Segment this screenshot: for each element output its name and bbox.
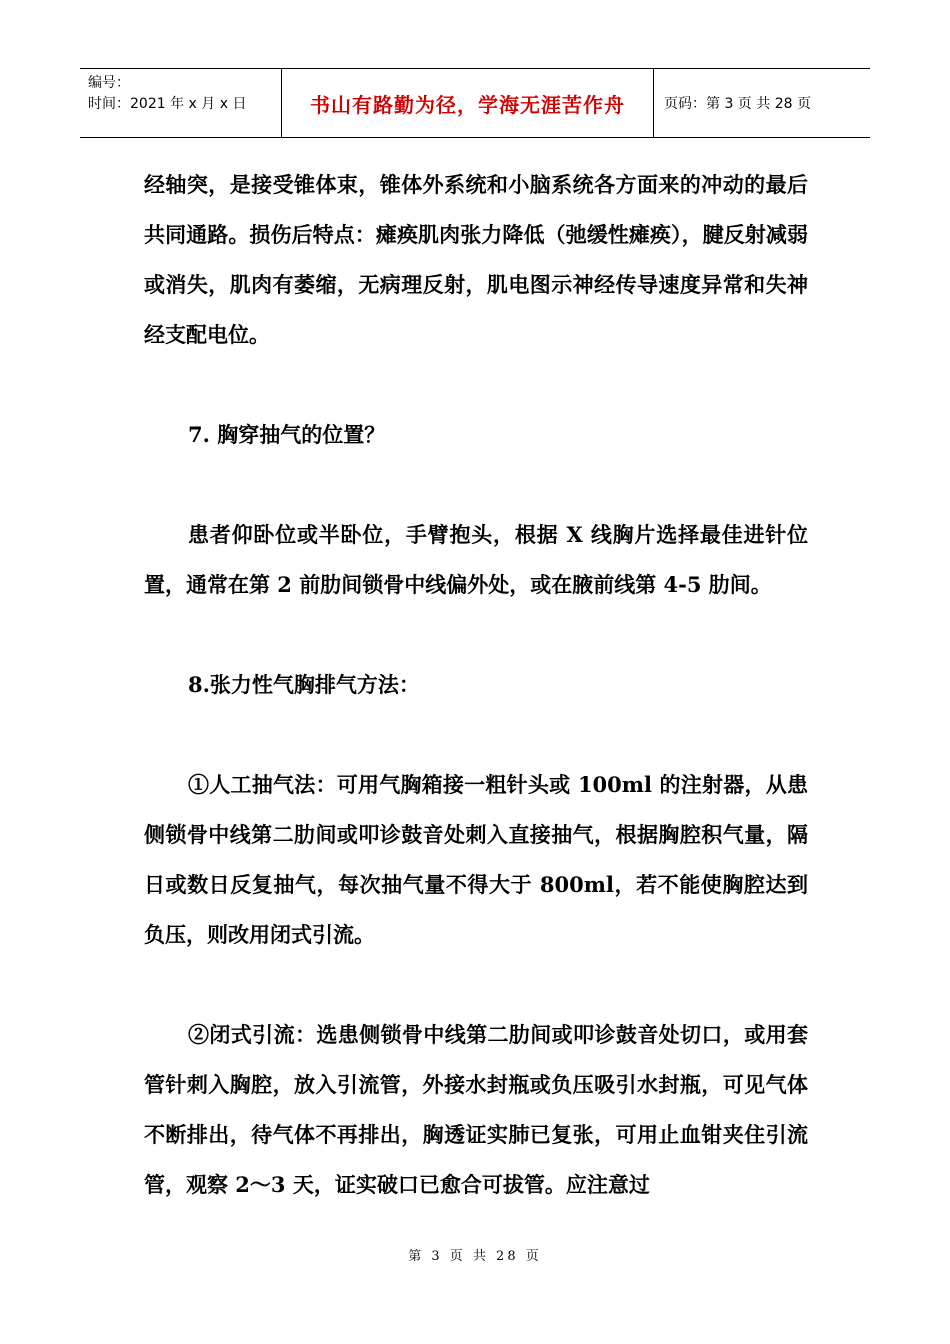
page-header bbox=[80, 68, 870, 138]
paragraph-continuation: 经轴突，是接受锥体束，锥体外系统和小脑系统各方面来的冲动的最后共同通路。损伤后特点：瘫痪肌肉张力降低（弛缓性瘫痪），腱反射减弱或消失，肌肉有萎缩，无病理反射，肌电图示神经传导速度异常和失神经支配电位。 bbox=[144, 172, 808, 347]
question-8-heading: 8.张力性气胸排气方法： bbox=[188, 672, 420, 697]
answer-8-method-1: ①人工抽气法：可用气胸箱接一粗针头或 100ml 的注射器，从患侧锁骨中线第二肋间或叩诊鼓音处刺入直接抽气，根据胸腔积气量，隔日或数日反复抽气，每次抽气量不得大于 800ml，若不能使胸腔达到负压，则改用闭式引流。 bbox=[144, 772, 808, 947]
header-page-info: 页码：第 3 页 共 28 页 bbox=[664, 96, 811, 112]
document-time-label: 时间：2021 年 x 月 x 日 bbox=[88, 96, 247, 112]
header-motto: 书山有路勤为径，学海无涯苦作舟 bbox=[282, 69, 654, 137]
answer-7-paragraph: 患者仰卧位或半卧位，手臂抱头，根据 X 线胸片选择最佳进针位置，通常在第 2 前肋间锁骨中线偏外处，或在腋前线第 4-5 肋间。 bbox=[144, 522, 808, 597]
answer-8-method-2: ②闭式引流：选患侧锁骨中线第二肋间或叩诊鼓音处切口，或用套管针刺入胸腔，放入引流管，外接水封瓶或负压吸引水封瓶，可见气体不断排出，待气体不再排出，胸透证实肺已复张，可用止血钳夹住引流管，观察 2～3 天，证实破口已愈合可拔管。应注意过 bbox=[144, 1022, 808, 1197]
question-7-heading: 7. 胸穿抽气的位置？ bbox=[188, 422, 386, 447]
document-body bbox=[144, 160, 808, 1210]
header-meta-cell bbox=[80, 69, 282, 137]
page-footer: 第 3 页 共 28 页 bbox=[408, 1249, 542, 1264]
document-number-label: 编号： bbox=[88, 75, 130, 91]
